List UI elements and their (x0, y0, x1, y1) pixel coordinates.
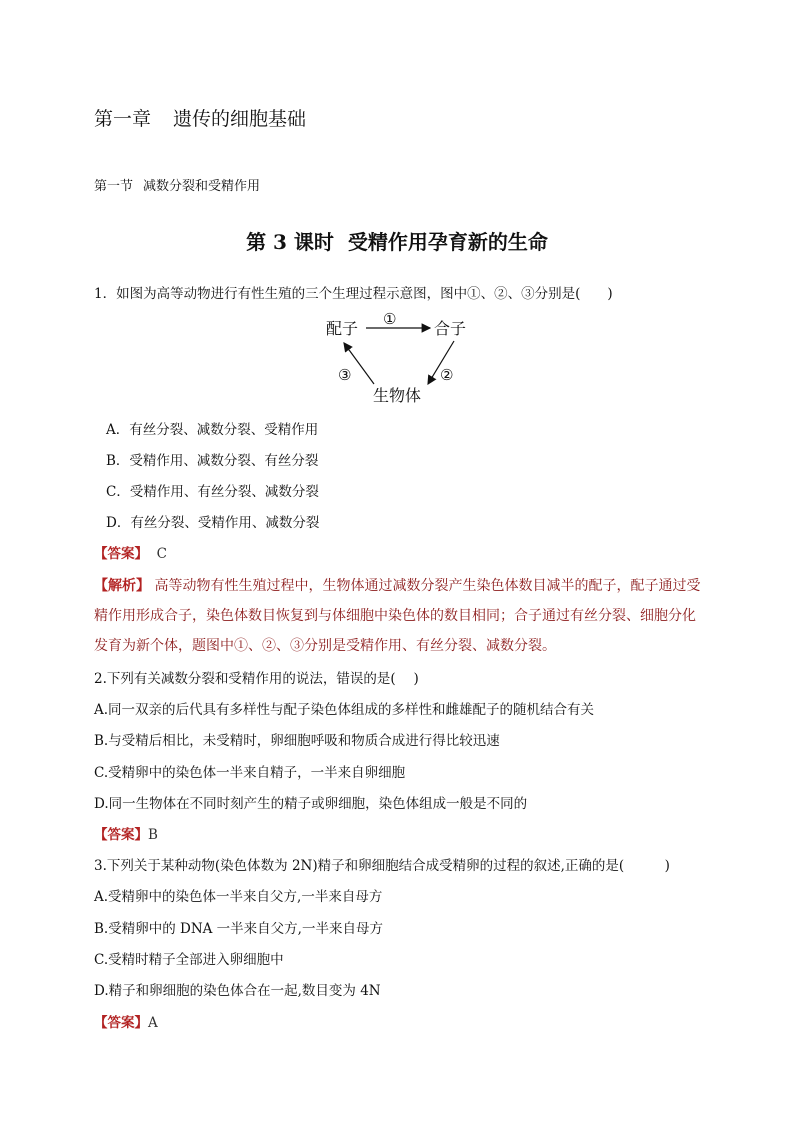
section-number: 第一节 (94, 179, 134, 194)
answer-value: C (156, 546, 167, 562)
reproduction-cycle-diagram (316, 306, 486, 412)
question-1-stem: 1．如图为高等动物进行有性生殖的三个生理过程示意图，图中①、②、③分别是( ) (94, 286, 613, 302)
q1-option-d: D．有丝分裂、受精作用、减数分裂 (106, 515, 320, 531)
question-2-stem: 2.下列有关减数分裂和受精作用的说法，错误的是( ) (94, 671, 419, 687)
section-title: 减数分裂和受精作用 (143, 179, 261, 194)
q3-answer (94, 1011, 158, 1031)
label-2: ② (440, 366, 454, 384)
answer-tag: 【答案】 (94, 827, 148, 843)
q3-option-a: A.受精卵中的染色体一半来自父方,一半来自母方 (94, 889, 383, 905)
node-organism: 生物体 (373, 386, 422, 405)
chapter-heading (94, 104, 306, 131)
analysis-tag: 【解析】 (94, 578, 150, 594)
q1-analysis (94, 571, 706, 661)
answer-value: B (148, 827, 158, 843)
q3-option-b: B.受精卵中的 DNA 一半来自父方,一半来自母方 (94, 921, 383, 937)
analysis-text: 高等动物有性生殖过程中，生物体通过减数分裂产生染色体数目减半的配子，配子通过受精作用形成合子，染色体数目恢复到与体细胞中染色体的数目相同；合子通过有丝分裂、细胞分化发育为新个体，题图中①、②、③分别是受精作用、有丝分裂、减数分裂。 (94, 578, 701, 654)
q3-option-d: D.精子和卵细胞的染色体合在一起,数目变为 4N (94, 983, 381, 999)
q3-option-c: C.受精时精子全部进入卵细胞中 (94, 952, 284, 968)
question-3-stem: 3.下列关于某种动物(染色体数为 2N)精子和卵细胞结合成受精卵的过程的叙述,正确的是( ) (94, 858, 670, 874)
q2-option-d: D.同一生物体在不同时刻产生的精子或卵细胞，染色体组成一般是不同的 (94, 796, 528, 812)
section-heading (94, 175, 260, 194)
q2-option-a: A.同一双亲的后代具有多样性与配子染色体组成的多样性和雌雄配子的随机结合有关 (94, 702, 595, 718)
answer-tag: 【答案】 (94, 546, 148, 562)
q2-option-c: C.受精卵中的染色体一半来自精子，一半来自卵细胞 (94, 765, 406, 781)
node-gamete: 配子 (326, 319, 359, 338)
q1-option-a: A．有丝分裂、减数分裂、受精作用 (106, 422, 319, 438)
chapter-title: 遗传的细胞基础 (173, 108, 307, 130)
q2-option-b: B.与受精后相比，未受精时，卵细胞呼吸和物质合成进行得比较迅速 (94, 733, 500, 749)
answer-value: A (148, 1015, 158, 1031)
answer-tag: 【答案】 (94, 1015, 148, 1031)
chapter-number: 第一章 (94, 108, 152, 130)
q1-option-b: B．受精作用、减数分裂、有丝分裂 (106, 453, 319, 469)
lesson-heading (0, 226, 794, 255)
q2-answer (94, 823, 158, 843)
q1-option-c: C．受精作用、有丝分裂、减数分裂 (106, 484, 319, 500)
label-3: ③ (338, 366, 352, 384)
label-1: ① (383, 310, 397, 328)
q1-answer (94, 542, 167, 562)
lesson-title: 受精作用孕育新的生命 (347, 230, 548, 254)
lesson-number: 第 3 课时 (246, 230, 334, 254)
node-zygote: 合子 (434, 319, 467, 338)
